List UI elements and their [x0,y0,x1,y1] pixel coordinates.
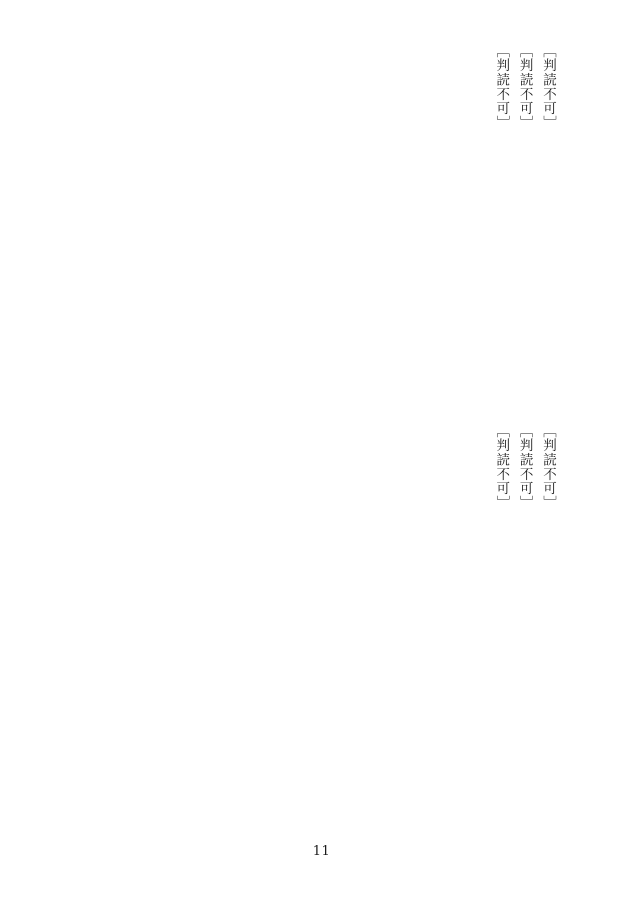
text-column: ［判読不可］ [540,424,556,510]
text-column: ［判読不可］ [493,44,510,130]
text-column: ［判読不可］ [540,44,556,130]
text-column: ［判読不可］ [516,44,533,130]
text-column: ［判読不可］ [493,424,510,510]
lower-text-tier [84,424,559,752]
upper-text-tier [84,44,559,372]
text-column: ［判読不可］ [516,424,533,510]
page-number: 11 [312,844,331,859]
